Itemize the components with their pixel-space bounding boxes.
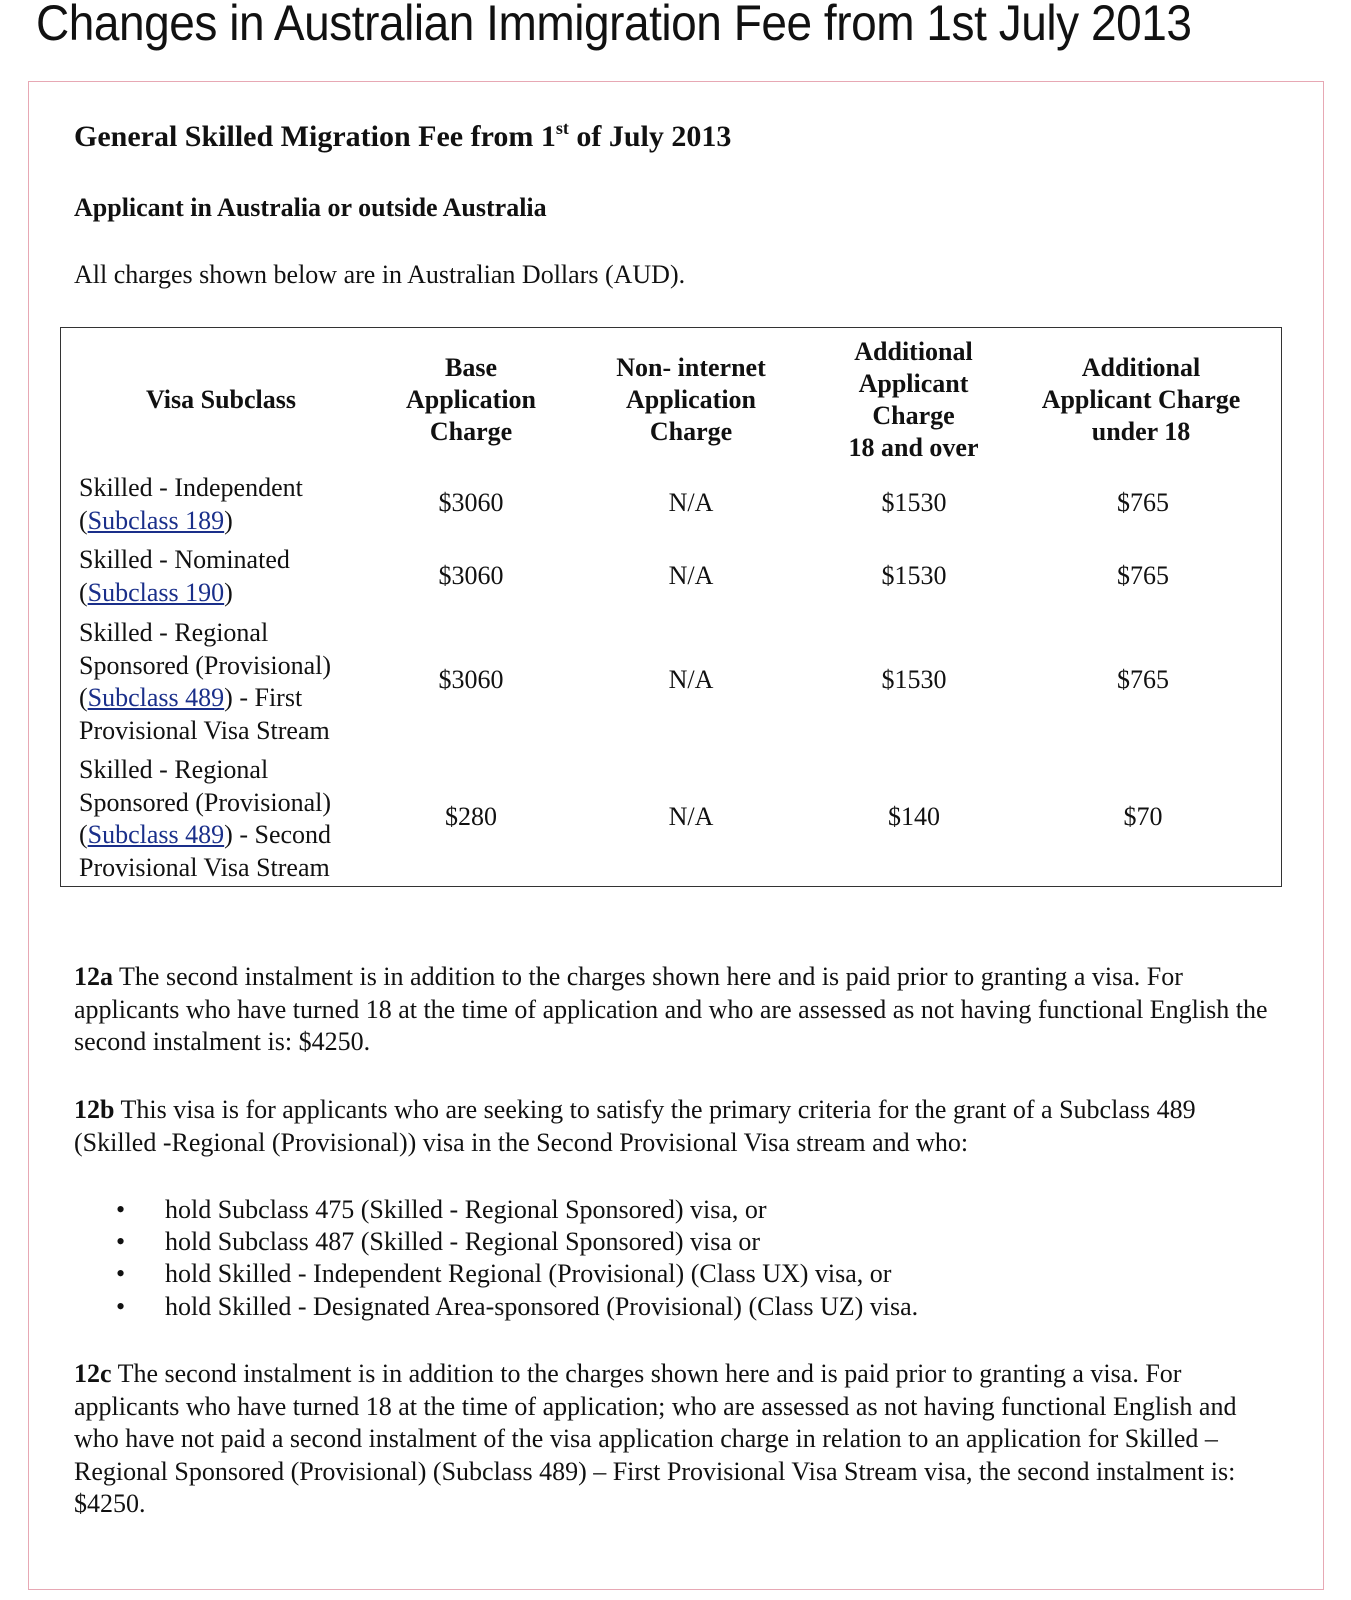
header-additional-18-over: Additional Applicant Charge 18 and over bbox=[848, 337, 979, 462]
subclass-189-link[interactable]: Subclass 189 bbox=[87, 505, 225, 535]
row2-base: $3060 bbox=[438, 561, 504, 590]
table-row-visa-489-first: Skilled - Regional Sponsored (Provisional) (Subclass 489) - First Provisional Visa Stream bbox=[79, 618, 332, 745]
row1-add-under-18: $765 bbox=[1117, 488, 1169, 517]
row4-add-under-18: $70 bbox=[1123, 802, 1163, 831]
row3-add-18-over: $1530 bbox=[881, 665, 947, 694]
row2-non-internet: N/A bbox=[668, 561, 714, 590]
subclass-190-link[interactable]: Subclass 190 bbox=[87, 577, 225, 607]
note-12a: 12a The second instalment is in addition to the charges shown here and is paid prior to granting a visa. For applicants who have turned 18 at the time of application and who are assessed as not having functional English the second instalment is: $4250. bbox=[74, 962, 1268, 1056]
list-item: • hold Skilled - Independent Regional (Provisional) (Class UX) visa, or bbox=[116, 1259, 892, 1289]
row1-base: $3060 bbox=[438, 488, 504, 517]
list-item: • hold Skilled - Designated Area-sponsored (Provisional) (Class UZ) visa. bbox=[116, 1291, 919, 1321]
document-subtitle: Applicant in Australia or outside Australia bbox=[74, 193, 547, 222]
currency-note: All charges shown below are in Australian Dollars (AUD). bbox=[74, 260, 686, 289]
row4-add-18-over: $140 bbox=[888, 802, 940, 831]
table-row-visa-190: Skilled - Nominated (Subclass 190) bbox=[79, 545, 290, 607]
subclass-489-second-link[interactable]: Subclass 489 bbox=[87, 820, 225, 849]
document-title: General Skilled Migration Fee from 1st of July 2013 bbox=[74, 118, 732, 153]
table-row-visa-489-second: Skilled - Regional Sponsored (Provisional) (Subclass 489) - Second Provisional Visa Stream bbox=[79, 755, 332, 882]
criteria-list bbox=[110, 1194, 918, 1323]
row1-add-18-over: $1530 bbox=[881, 488, 947, 517]
banner-title: Changes in Australian Immigration Fee from 1st July 2013 bbox=[36, 0, 1192, 51]
header-non-internet-charge: Non- internet Application Charge bbox=[616, 353, 766, 446]
header-additional-under-18: Additional Applicant Charge under 18 bbox=[1041, 353, 1241, 446]
table-row-visa-189: Skilled - Independent (Subclass 189) bbox=[79, 473, 303, 535]
row4-non-internet: N/A bbox=[668, 802, 714, 831]
row2-add-under-18: $765 bbox=[1117, 561, 1169, 590]
header-visa-subclass: Visa Subclass bbox=[145, 385, 297, 414]
title-superscript: st bbox=[555, 118, 569, 138]
row3-add-under-18: $765 bbox=[1117, 665, 1169, 694]
subclass-489-first-link[interactable]: Subclass 489 bbox=[87, 683, 225, 712]
header-base-charge: Base Application Charge bbox=[405, 353, 537, 446]
row4-base: $280 bbox=[445, 802, 497, 831]
list-item: • hold Subclass 487 (Skilled - Regional Sponsored) visa or bbox=[116, 1227, 761, 1257]
note-12b: 12b This visa is for applicants who are seeking to satisfy the primary criteria for the grant of a Subclass 489 (Skilled -Regional (Provisional)) visa in the Second Provisional Visa stream and who: bbox=[74, 1095, 1196, 1157]
note-12c: 12c The second instalment is in addition to the charges shown here and is paid prior to granting a visa. For applicants who have turned 18 at the time of application; who are assessed as not having functional English and who have not paid a second instalment of the visa application charge in relation to an application for Skilled – Regional Sponsored (Provisional) (Subclass 489) – First Provisional Visa Stream visa, the second instalment is: $4250. bbox=[74, 1359, 1237, 1518]
fee-table bbox=[60, 327, 1282, 887]
row2-add-18-over: $1530 bbox=[881, 561, 947, 590]
row3-base: $3060 bbox=[438, 665, 504, 694]
row1-non-internet: N/A bbox=[668, 488, 714, 517]
list-item: • hold Subclass 475 (Skilled - Regional Sponsored) visa, or bbox=[116, 1195, 767, 1224]
row3-non-internet: N/A bbox=[668, 665, 714, 694]
